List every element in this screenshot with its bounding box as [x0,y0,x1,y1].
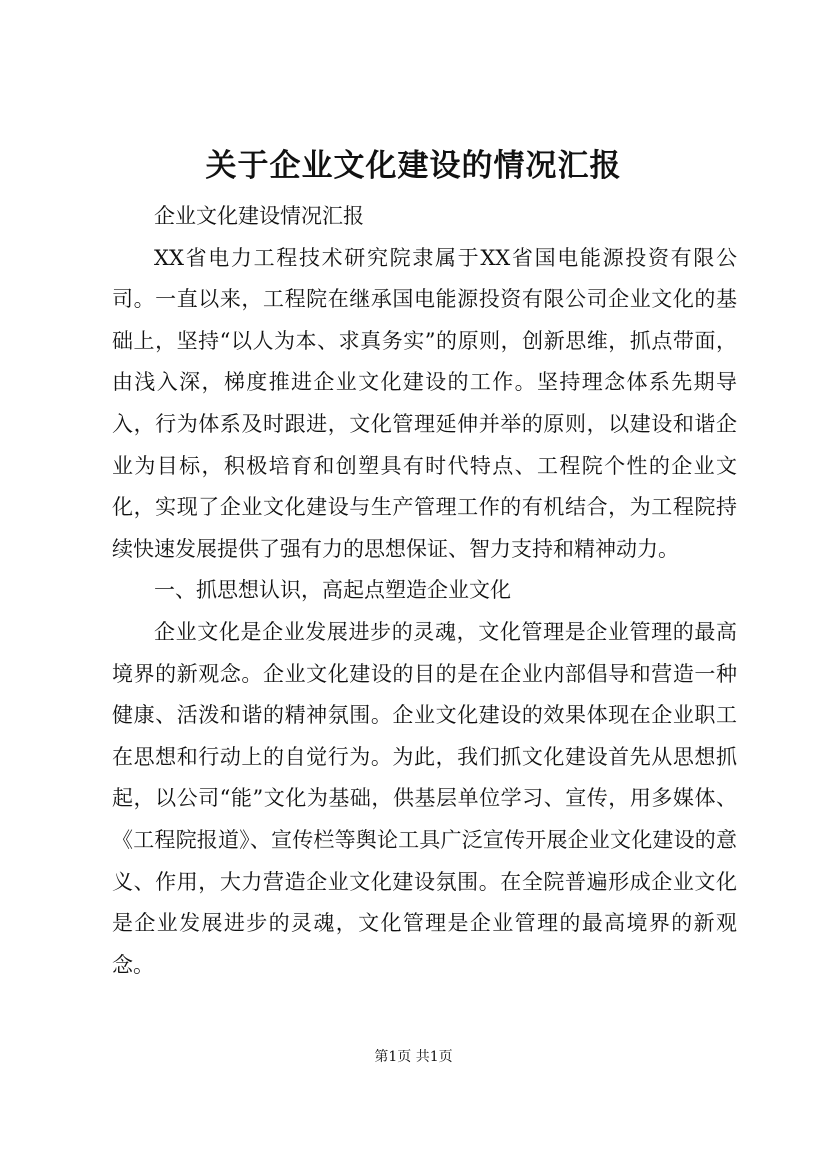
document-body [112,196,737,986]
section-heading-1: 一、抓思想认识，高起点塑造企业文化 [154,578,511,603]
paragraph-subtitle: 企业文化建设情况汇报 [154,204,364,228]
paragraph-intro: XX省电力工程技术研究院隶属于XX省国电能源投资有限公司。一直以来，工程院在继承国电能源投资有限公司企业文化的基础上，坚持“以人为本、求真务实”的原则，创新思维，抓点带面，由浅入深，梯度推进企业文化建设的工作。坚持理念体系先期导入，行为体系及时跟进，文化管理延伸并举的原则，以建设和谐企业为目标，积极培育和创塑具有时代特点、工程院个性的企业文化，实现了企业文化建设与生产管理工作的有机结合，为工程院持续快速发展提供了强有力的思想保证、智力支持和精神动力。 [112,245,737,561]
document-title: 关于企业文化建设的情况汇报 [205,148,622,184]
page-footer: 第1页 共1页 [374,1049,453,1065]
paragraph-section-1: 企业文化是企业发展进步的灵魂，文化管理是企业管理的最高境界的新观念。企业文化建设的目的是在企业内部倡导和营造一种健康、活泼和谐的精神氛围。企业文化建设的效果体现在企业职工在思想和行动上的自觉行为。为此，我们抓文化建设首先从思想抓起，以公司“能”文化为基础，供基层单位学习、宣传，用多媒体、《工程院报道》、宣传栏等舆论工具广泛宣传开展企业文化建设的意义、作用，大力营造企业文化建设氛围。在全院普遍形成企业文化是企业发展进步的灵魂，文化管理是企业管理的最高境界的新观念。 [112,619,737,977]
